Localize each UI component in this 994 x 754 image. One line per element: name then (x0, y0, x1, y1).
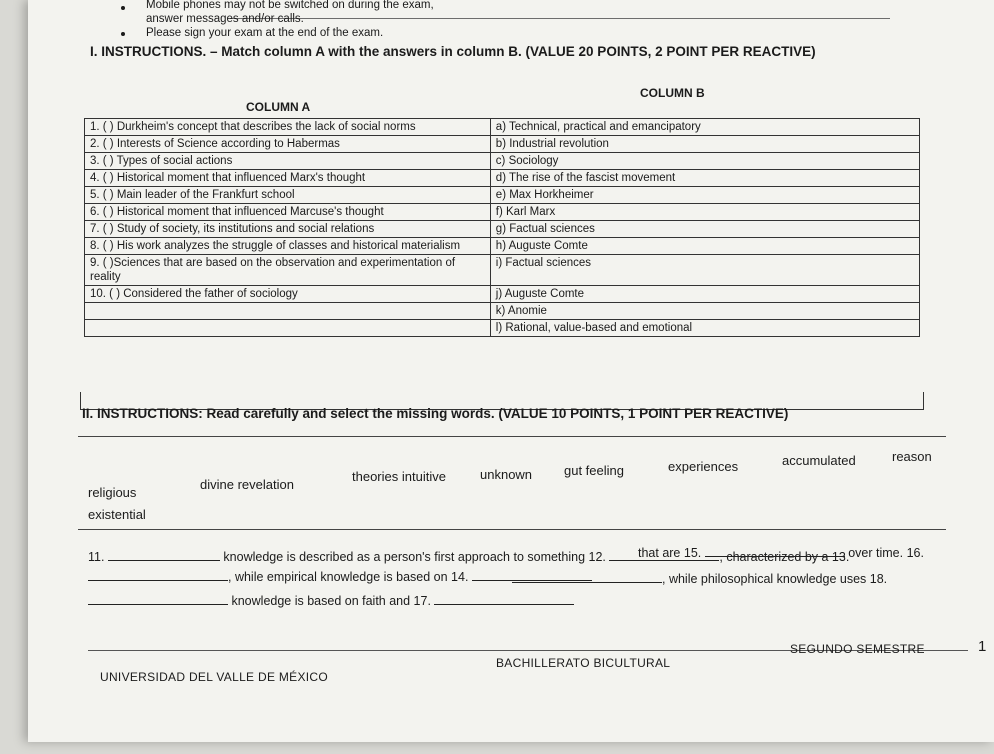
rule-1-line-2: answer messages and/or calls. (146, 13, 304, 25)
column-b-cell: c) Sociology (490, 153, 919, 170)
fill-line-2b (638, 544, 924, 562)
word-experiences: experiences (668, 459, 739, 474)
column-a-cell: 3. ( ) Types of social actions (85, 153, 491, 170)
column-a-cell (85, 303, 491, 320)
blank-17[interactable] (88, 592, 228, 605)
bullet-icon (121, 6, 125, 10)
exam-sheet (28, 0, 994, 742)
column-a-cell: 2. ( ) Interests of Science according to Habermas (85, 136, 491, 153)
column-a-cell: 7. ( ) Study of society, its institutions and social relations (85, 221, 491, 238)
fill-text-3b: , while philosophical knowledge uses 18. (662, 572, 888, 586)
word-bank (78, 436, 946, 530)
word-reason: reason (892, 449, 932, 464)
table-row (85, 255, 920, 286)
header-divider (230, 18, 890, 19)
word-divine-revelation: divine revelation (200, 477, 294, 492)
column-b-cell: f) Karl Marx (490, 204, 919, 221)
fill-line-3b (512, 570, 887, 588)
blank-11[interactable] (108, 548, 220, 561)
column-b-cell: d) The rise of the fascist movement (490, 170, 919, 187)
table-row (85, 187, 920, 204)
number-11: 11. (88, 550, 105, 564)
table-row (85, 286, 920, 303)
column-b-cell: e) Max Horkheimer (490, 187, 919, 204)
column-b-cell: h) Auguste Comte (490, 238, 919, 255)
table-row (85, 303, 920, 320)
rule-1-line-1: Mobile phones may not be switched on during the exam, (146, 0, 434, 11)
section-1-title: I. INSTRUCTIONS. – Match column A with the answers in column B. (VALUE 20 POINTS, 2 POINT PER REACTIVE) (90, 44, 816, 59)
fill-text-2b: over time. 16. (848, 546, 924, 560)
fill-text-2a: that are 15. (638, 546, 702, 560)
word-religious: religious (88, 485, 137, 500)
fill-line-4 (88, 592, 574, 610)
blank-15[interactable] (705, 544, 845, 557)
column-a-cell: 10. ( ) Considered the father of sociology (85, 286, 491, 303)
blank-18[interactable] (434, 592, 574, 605)
column-a-cell: 9. ( )Sciences that are based on the observation and experimentation of reality (85, 255, 491, 286)
footer-program: BACHILLERATO BICULTURAL (496, 656, 671, 670)
table-row (85, 221, 920, 238)
column-a-cell: 8. ( ) His work analyzes the struggle of classes and historical materialism (85, 238, 491, 255)
bullet-icon (121, 32, 125, 36)
table-row (85, 136, 920, 153)
fill-text-3a: , while empirical knowledge is based on 14. (228, 570, 469, 584)
blank-13[interactable] (88, 568, 228, 581)
column-a-header: COLUMN A (246, 100, 311, 114)
column-b-header: COLUMN B (640, 86, 705, 100)
fill-text-4a: knowledge is based on faith and 17. (231, 594, 431, 608)
rule-2: Please sign your exam at the end of the exam. (146, 27, 384, 39)
column-b-cell: b) Industrial revolution (490, 136, 919, 153)
table-row (85, 204, 920, 221)
section-2-title: II. INSTRUCTIONS: Read carefully and select the missing words. (VALUE 10 POINTS, 1 POINT PER REACTIVE) (82, 406, 789, 421)
column-b-cell: g) Factual sciences (490, 221, 919, 238)
word-existential: existential (88, 507, 146, 522)
column-a-cell (85, 320, 491, 337)
table-row (85, 320, 920, 337)
column-b-cell: i) Factual sciences (490, 255, 919, 286)
word-unknown: unknown (480, 467, 533, 482)
page-number: 1 (978, 638, 987, 655)
word-theories-intuitive: theories intuitive (352, 469, 446, 484)
matching-table (84, 118, 920, 337)
blank-16[interactable] (512, 570, 662, 583)
fill-text-1a: knowledge is described as a person's first approach to something 12. (223, 550, 606, 564)
word-accumulated: accumulated (782, 453, 856, 468)
column-a-cell: 5. ( ) Main leader of the Frankfurt school (85, 187, 491, 204)
table-row (85, 119, 920, 136)
column-a-cell: 1. ( ) Durkheim's concept that describes the lack of social norms (85, 119, 491, 136)
column-b-cell: j) Auguste Comte (490, 286, 919, 303)
column-b-cell: l) Rational, value-based and emotional (490, 320, 919, 337)
word-gut-feeling: gut feeling (564, 463, 624, 478)
table-row (85, 238, 920, 255)
table-row (85, 170, 920, 187)
footer-semester: SEGUNDO SEMESTRE (790, 642, 925, 656)
column-a-cell: 6. ( ) Historical moment that influenced Marcuse's thought (85, 204, 491, 221)
column-b-cell: a) Technical, practical and emancipatory (490, 119, 919, 136)
table-row (85, 153, 920, 170)
fill-text-1b: , characterized by a 13. (719, 550, 850, 564)
column-b-cell: k) Anomie (490, 303, 919, 320)
footer-university: UNIVERSIDAD DEL VALLE DE MÉXICO (100, 670, 329, 684)
column-a-cell: 4. ( ) Historical moment that influenced Marx's thought (85, 170, 491, 187)
